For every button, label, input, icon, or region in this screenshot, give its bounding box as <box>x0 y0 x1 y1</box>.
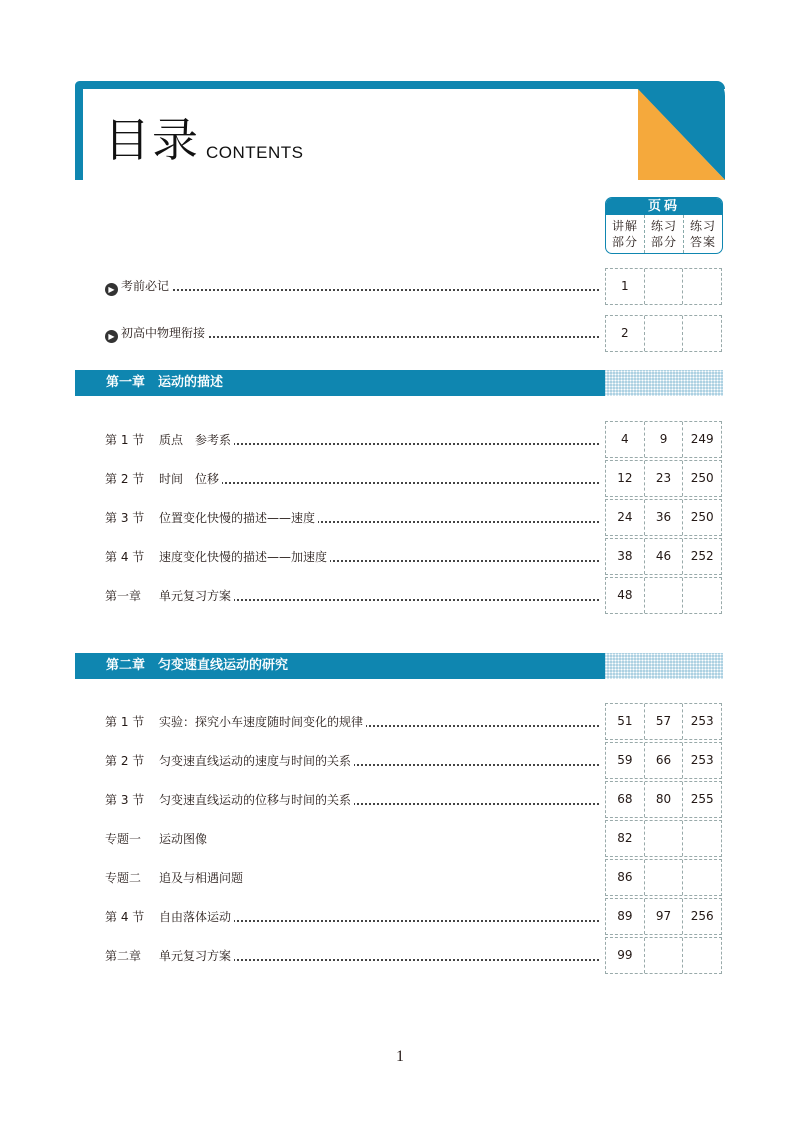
toc-entry[interactable] <box>105 790 605 810</box>
entry-prefix: 第 4 节 <box>105 550 145 564</box>
page-number-cells: 4 9 249 <box>605 421 722 458</box>
toc-entry[interactable] <box>105 907 605 927</box>
dot-pattern-decoration <box>605 653 723 679</box>
entry-prefix: 第 3 节 <box>105 793 145 807</box>
page-number: 1 <box>396 1048 404 1065</box>
entry-label: 自由落体运动 <box>159 910 232 924</box>
page-number-cells <box>605 268 722 305</box>
toc-entry[interactable] <box>105 276 605 296</box>
page-number-cells: 48 <box>605 577 722 614</box>
entry-prefix: 第 2 节 <box>105 472 145 486</box>
corner-fold-decoration <box>630 81 725 180</box>
page-number-cells: 99 <box>605 937 722 974</box>
chapter-heading <box>75 370 723 396</box>
arrow-right-icon: ▶ <box>105 330 118 343</box>
entry-label: 追及与相遇问题 <box>159 871 244 885</box>
page-number-header <box>605 197 723 254</box>
entry-label: 初高中物理衔接 <box>121 326 206 340</box>
chapter-title: 第二章 匀变速直线运动的研究 <box>106 658 289 673</box>
page-exercise <box>644 269 683 304</box>
entry-label: 匀变速直线运动的速度与时间的关系 <box>159 754 352 768</box>
entry-prefix: 专题一 <box>105 832 142 846</box>
entry-label: 运动图像 <box>159 832 208 846</box>
toc-entry[interactable] <box>105 829 605 849</box>
entry-label: 实验：探究小车速度随时间变化的规律 <box>159 715 364 729</box>
toc-entry[interactable] <box>105 946 605 966</box>
page-lecture: 2 <box>621 326 629 340</box>
page-number-cells <box>605 315 722 352</box>
chapter-title: 第一章 运动的描述 <box>106 375 224 390</box>
page-title: 目录 <box>104 113 200 167</box>
header-frame-left <box>75 81 83 180</box>
page-number-cells: 24 36 250 <box>605 499 722 536</box>
page-number-cells: 82 <box>605 820 722 857</box>
entry-label: 考前必记 <box>121 279 170 293</box>
header-frame-top <box>75 81 725 89</box>
entry-label: 速度变化快慢的描述——加速度 <box>159 550 328 564</box>
dot-pattern-decoration <box>605 370 723 396</box>
entry-label: 单元复习方案 <box>159 589 232 603</box>
page-lecture: 1 <box>621 279 629 293</box>
entry-prefix: 专题二 <box>105 871 142 885</box>
entry-label: 匀变速直线运动的位移与时间的关系 <box>159 793 352 807</box>
entry-prefix: 第二章 <box>105 949 142 963</box>
toc-entry[interactable] <box>105 868 605 888</box>
page-number-cells: 86 <box>605 859 722 896</box>
toc-entry[interactable] <box>105 469 605 489</box>
entry-prefix: 第 4 节 <box>105 910 145 924</box>
page-number-title: 页码 <box>606 198 722 215</box>
toc-entry[interactable] <box>105 508 605 528</box>
page-number-cells: 38 46 252 <box>605 538 722 575</box>
entry-prefix: 第一章 <box>105 589 142 603</box>
entry-prefix: 第 1 节 <box>105 433 145 447</box>
chapter-heading <box>75 653 723 679</box>
toc-entry[interactable] <box>105 323 605 343</box>
toc-entry[interactable] <box>105 712 605 732</box>
page-answer <box>682 269 721 304</box>
entry-label: 质点 参考系 <box>159 433 232 447</box>
entry-prefix: 第 3 节 <box>105 511 145 525</box>
arrow-right-icon: ▶ <box>105 283 118 296</box>
page-number-cells: 12 23 250 <box>605 460 722 497</box>
page-number-cells: 68 80 255 <box>605 781 722 818</box>
toc-entry[interactable] <box>105 430 605 450</box>
page-exercise <box>644 316 683 351</box>
column-answers: 练习 答案 <box>683 215 722 253</box>
entry-label: 时间 位移 <box>159 472 220 486</box>
entry-prefix: 第 1 节 <box>105 715 145 729</box>
page-subtitle: CONTENTS <box>206 143 304 162</box>
entry-label: 单元复习方案 <box>159 949 232 963</box>
page-number-cells: 51 57 253 <box>605 703 722 740</box>
page-number-cells: 89 97 256 <box>605 898 722 935</box>
entry-prefix: 第 2 节 <box>105 754 145 768</box>
column-lecture: 讲解 部分 <box>611 219 638 249</box>
entry-label: 位置变化快慢的描述——速度 <box>159 511 316 525</box>
toc-entry[interactable] <box>105 547 605 567</box>
page-number-cells: 59 66 253 <box>605 742 722 779</box>
column-exercise: 练习 部分 <box>644 215 683 253</box>
page-answer <box>682 316 721 351</box>
toc-entry[interactable] <box>105 586 605 606</box>
toc-entry[interactable] <box>105 751 605 771</box>
